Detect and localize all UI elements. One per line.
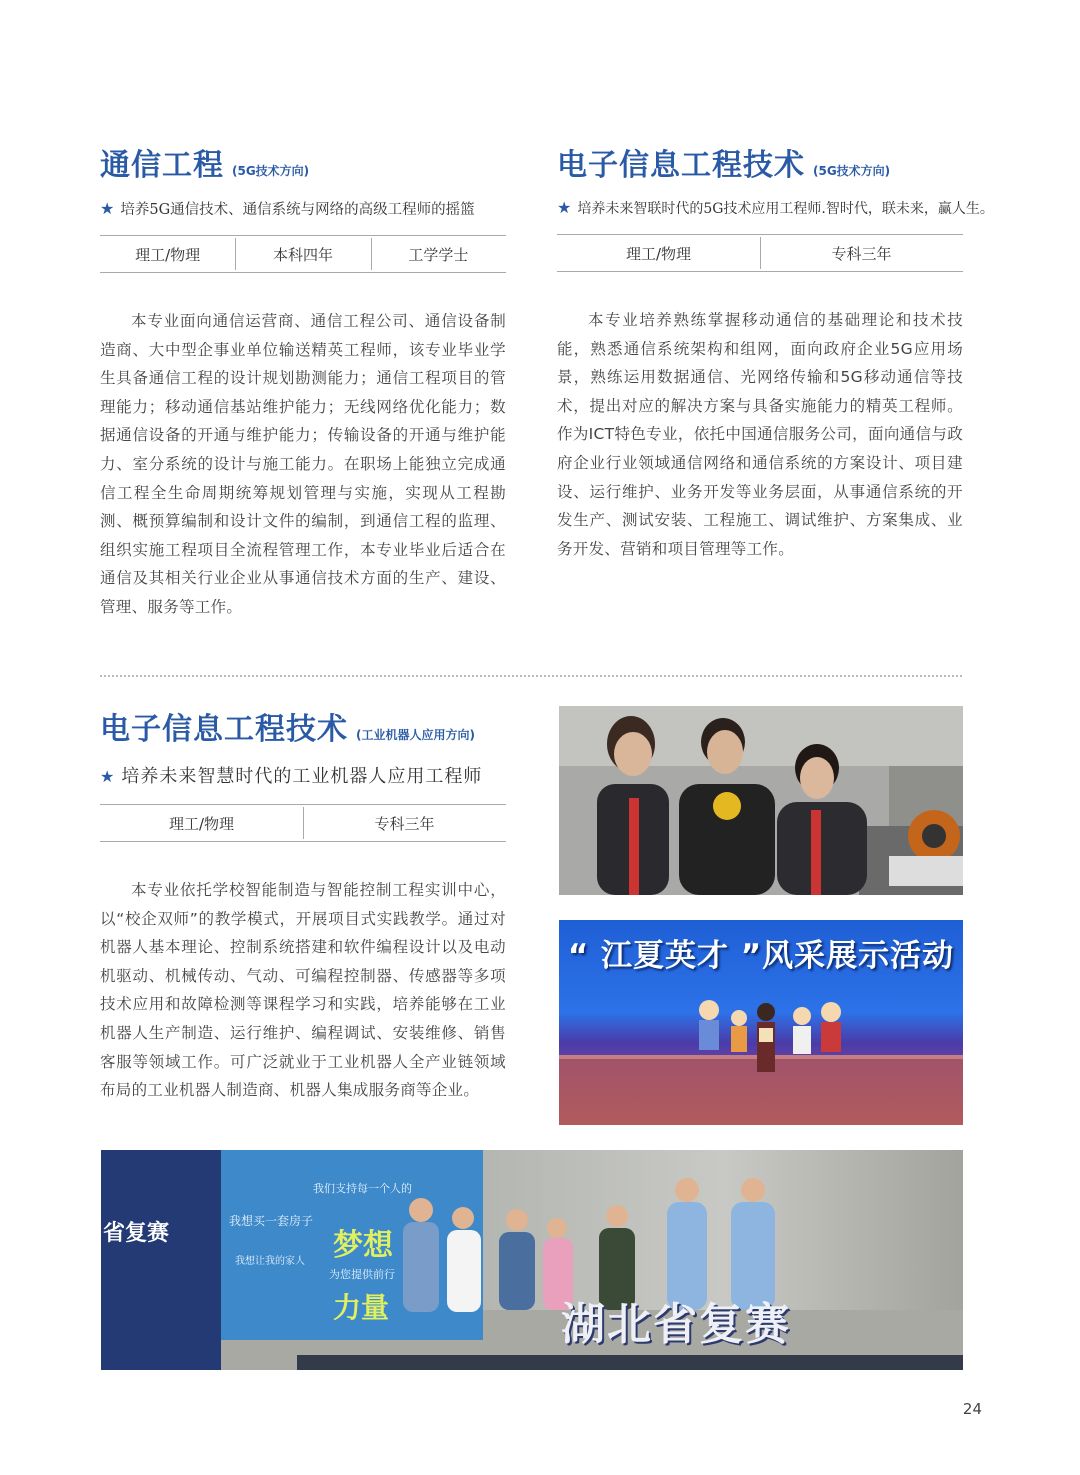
dotted-divider — [100, 675, 962, 677]
section-title: 通信工程 (5G技术方向) — [100, 148, 310, 183]
section-subtitle: (工业机器人应用方向) — [356, 728, 475, 742]
board-line: 我们支持每一个人的 — [313, 1182, 412, 1195]
section-electronic-info-5g — [557, 140, 994, 563]
star-icon: ★ — [100, 767, 116, 786]
section-body: 本专业培养熟练掌握移动通信的基础理论和技术技能，熟悉通信系统架构和组网，面向政府企业5G应用场景，熟练运用数据通信、光网络传输和5G移动通信等技术，提出对应的解决方案与具备实施能力的精英工程师。作为ICT特色专业，依托中国通信服务公司，面向通信与政府企业行业领域通信网络和通信系统的方案设计、项目建设、运行维护、业务开发等业务层面，从事通信系统的开发生产、测试安装、工程施工、调试维护、方案集成、业务开发、营销和项目管理等工作。 — [557, 311, 963, 558]
people-illustration — [101, 1150, 963, 1370]
board-line: 梦想 — [333, 1228, 393, 1263]
section-subtitle: (5G技术方向) — [813, 164, 891, 178]
section-slogan: ★ 培养5G通信技术、通信系统与网络的高级工程师的摇篮 — [100, 199, 475, 218]
board-line: 力量 — [333, 1291, 390, 1324]
stage-illustration — [559, 920, 963, 1125]
info-category: 理工/物理 — [168, 814, 235, 833]
backdrop-left-text: 省复赛 — [103, 1221, 170, 1246]
info-duration: 专科三年 — [303, 805, 506, 841]
info-degree: 工学学士 — [371, 236, 506, 272]
star-icon: ★ — [557, 198, 572, 217]
banner-title: “ 江夏英才 ”风采展示活动 — [567, 938, 955, 974]
section-communication-engineering — [100, 140, 506, 622]
robotics-lab-photo — [559, 706, 963, 895]
board-line: 为您提供前行 — [329, 1268, 395, 1281]
board-line: 我想让我的家人 — [235, 1256, 305, 1267]
info-duration: 本科四年 — [235, 236, 370, 272]
info-duration: 专科三年 — [760, 235, 963, 271]
star-icon: ★ — [100, 199, 115, 218]
competition-group-photo — [101, 1150, 963, 1370]
info-category: 理工/物理 — [135, 245, 201, 264]
page-number: 24 — [962, 1400, 982, 1418]
info-bar — [100, 804, 506, 842]
robotics-lab-illustration — [559, 706, 963, 895]
competition-sign-text: 湖北省复赛 — [561, 1299, 791, 1350]
section-title: 电子信息工程技术 (工业机器人应用方向) — [100, 712, 475, 747]
talent-showcase-photo — [559, 920, 963, 1125]
info-bar — [100, 235, 506, 273]
section-body: 本专业面向通信运营商、通信工程公司、通信设备制造商、大中型企事业单位输送精英工程师，该专业毕业学生具备通信工程的设计规划勘测能力；通信工程项目的管理能力；移动通信基站维护能力；无线网络优化能力；数据通信设备的开通与维护能力；传输设备的开通与维护能力、室分系统的设计与施工能力。在职场上能独立完成通信工程全生命周期统筹规划管理与实施，实现从工程勘测、概预算编制和设计文件的编制，到通信工程的监理、组织实施工程项目全流程管理工作，本专业毕业后适合在通信及其相关行业企业从事通信技术方面的生产、建设、管理、服务等工作。 — [100, 312, 506, 616]
section-slogan: ★ 培养未来智慧时代的工业机器人应用工程师 — [100, 766, 483, 787]
section-slogan: ★ 培养未来智联时代的5G技术应用工程师.智时代，联未来，赢人生。 — [557, 198, 994, 217]
board-line: 我想买一套房子 — [229, 1214, 314, 1228]
info-bar — [557, 234, 963, 272]
info-category: 理工/物理 — [625, 244, 692, 263]
section-subtitle: (5G技术方向) — [232, 164, 310, 178]
section-electronic-info-robotics — [100, 704, 506, 1105]
section-body: 本专业依托学校智能制造与智能控制工程实训中心，以“校企双师”的教学模式，开展项目式实践教学。通过对机器人基本理论、控制系统搭建和软件编程设计以及电动机驱动、机械传动、气动、可编程控制器、传感器等多项技术应用和故障检测等课程学习和实践，培养能够在工业机器人生产制造、运行维护、编程调试、安装维修、销售客服等领域工作。可广泛就业于工业机器人全产业链领域布局的工业机器人制造商、机器人集成服务商等企业。 — [100, 881, 506, 1100]
section-title: 电子信息工程技术 (5G技术方向) — [557, 148, 891, 183]
